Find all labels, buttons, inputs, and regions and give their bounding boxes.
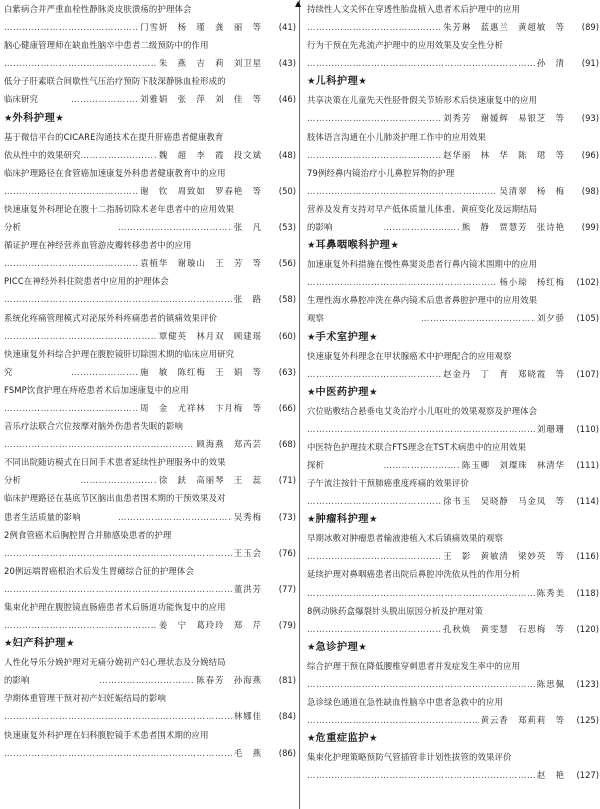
- leader-dots: [383, 456, 459, 474]
- article-authors: 陈思佩: [536, 678, 565, 689]
- star-icon: ★: [368, 733, 378, 745]
- leader-dots: [421, 309, 535, 327]
- section-heading-label: 儿科护理: [315, 76, 359, 88]
- toc-entry[interactable]: [307, 0, 599, 36]
- article-authors: 陈玉卿 刘璨珠 林清华: [461, 459, 565, 470]
- leader-dots: [4, 327, 157, 345]
- article-meta-line: [307, 218, 599, 236]
- article-title-tail[interactable]: 观察: [307, 313, 325, 324]
- section-heading-label: 急诊护理: [315, 641, 359, 653]
- article-authors: 吴清翠 杨 梅: [499, 185, 565, 196]
- leader-dots: [4, 54, 157, 72]
- article-authors: 孙 清: [536, 58, 565, 69]
- article-authors: 魏 超 李 霞 段文斌: [158, 149, 262, 160]
- article-authors: 杨小琼 杨红梅: [499, 277, 565, 288]
- article-authors: 门雪妍 杨 瑾 龚 丽 等: [140, 22, 262, 33]
- leader-dots: [307, 365, 441, 383]
- article-title[interactable]: 集束化护理在腹腔镜直肠癌患者术后肠道功能恢复中的应用: [4, 602, 226, 612]
- article-title[interactable]: 加速康复外科措施在慢性鼻窦炎患者行鼻内镜术围期中的应用: [307, 259, 538, 270]
- toc-entry[interactable]: [307, 693, 599, 729]
- section-heading: [307, 510, 599, 529]
- article-title[interactable]: 延续护理对鼻咽癌患者出院后鼻腔冲洗依从性的作用分析: [307, 569, 521, 580]
- article-authors: 林娜佳: [233, 711, 262, 722]
- article-authors: 赵华丽 林 华 陈 珺 等: [443, 149, 565, 160]
- article-meta-line: [307, 18, 599, 36]
- article-authors: 朱芳琳 蓝惠兰 黄超敏 等: [443, 22, 565, 33]
- article-authors: 朱 燕 吉 莉 刘卫星: [158, 58, 262, 69]
- article-meta-line: [307, 675, 599, 693]
- star-icon: ★: [390, 240, 399, 252]
- article-title[interactable]: 79例经鼻内镜治疗小儿鼻腔异物的护理: [307, 167, 455, 178]
- section-heading: [4, 109, 296, 128]
- toc-entry[interactable]: [4, 598, 296, 634]
- article-meta-line: [307, 420, 599, 438]
- article-meta-line: [307, 766, 599, 784]
- leader-dots: [307, 420, 535, 438]
- toc-column-right: [307, 0, 599, 784]
- toc-entry[interactable]: [4, 345, 296, 381]
- section-heading-label: 手术室护理: [315, 331, 369, 343]
- article-page-number[interactable]: (111): [576, 459, 599, 470]
- article-authors: 周 金 尤祥林 卞月梅 等: [140, 402, 262, 413]
- section-heading: [307, 638, 599, 657]
- article-title[interactable]: 系统化疼痛管理模式对泌尿外科疼痛患者的镇痛效果评价: [4, 312, 218, 323]
- article-title[interactable]: 生理性海水鼻腔冲洗在鼻内镜术后患者鼻腔护理中的应用效果: [307, 295, 538, 306]
- section-heading: [307, 236, 599, 255]
- leader-dots: [80, 146, 156, 164]
- section-heading: [307, 383, 599, 402]
- article-title[interactable]: 8例动脉药盒爆裂针头脱出原因分析及护理对策: [307, 605, 483, 616]
- article-title[interactable]: 脑心健康管理师在缺血性脑卒中患者二级预防中的作用: [4, 40, 209, 51]
- leader-dots: [4, 182, 138, 200]
- leader-dots: [383, 218, 459, 236]
- leader-dots: [307, 711, 479, 729]
- article-title[interactable]: 快速康复外科理论在腹十二指肠切除术老年患者中的应用效果: [4, 203, 235, 214]
- section-heading-label: 中医药护理: [315, 386, 369, 398]
- toc-entry[interactable]: [307, 91, 599, 127]
- article-title[interactable]: 营养及发育支持对早产低体质量儿体重、黄疸变化及远期结局: [307, 203, 538, 214]
- article-title[interactable]: FSMP饮食护理在痔疮患者术后加速康复中的应用: [4, 384, 189, 395]
- article-meta-line: [4, 744, 296, 762]
- toc-entry[interactable]: [307, 402, 599, 438]
- article-page-number[interactable]: (105): [576, 313, 599, 324]
- article-page-number[interactable]: (118): [576, 587, 599, 598]
- article-title[interactable]: 快速康复外科理念在甲状腺癌术中护理配合的应用观察: [307, 350, 512, 361]
- article-authors: 刘夕骄: [536, 313, 565, 324]
- article-meta-line: [4, 54, 296, 72]
- article-authors: 刘雅娟 张 萍 刘 佳 等: [140, 94, 262, 105]
- article-authors: 赵金丹 丁 育 郑晓霞 等: [443, 368, 565, 379]
- toc-entry[interactable]: [4, 453, 296, 489]
- article-authors: 张 路: [233, 294, 262, 305]
- leader-dots: [307, 273, 497, 291]
- article-title[interactable]: 行为干预在先兆流产护理中的应用效果及安全性分析: [307, 40, 504, 51]
- toc-entry[interactable]: [307, 529, 599, 565]
- toc-entry[interactable]: [307, 200, 599, 236]
- article-meta-line: [307, 547, 599, 565]
- leader-dots: [4, 399, 138, 417]
- toc-entry[interactable]: [307, 255, 599, 291]
- leader-dots: [307, 146, 441, 164]
- article-authors: 陈春芳 孙海燕: [196, 675, 262, 686]
- star-icon: ★: [307, 240, 316, 252]
- article-meta-line: [307, 711, 599, 729]
- toc-entry[interactable]: [4, 0, 296, 36]
- article-page-number[interactable]: (123): [576, 678, 599, 689]
- article-meta-line: [4, 508, 296, 526]
- star-icon: ★: [307, 641, 316, 653]
- article-page-number[interactable]: (50): [278, 185, 296, 196]
- article-meta-line: [4, 218, 296, 236]
- article-page-number[interactable]: (127): [576, 770, 599, 781]
- toc-entry[interactable]: [4, 489, 296, 525]
- toc-entry[interactable]: [4, 653, 296, 689]
- article-title[interactable]: 早期冰敷对肿瘤患者输液港植入术后镇痛效果的观察: [307, 533, 504, 544]
- article-meta-line: [4, 580, 296, 598]
- leader-dots: [4, 290, 232, 308]
- article-page-number[interactable]: (77): [278, 583, 296, 594]
- article-meta-line: [4, 616, 296, 634]
- article-meta-line: [307, 620, 599, 638]
- article-page-number[interactable]: (98): [581, 185, 599, 196]
- article-meta-line: [307, 309, 599, 327]
- toc-entry[interactable]: [4, 164, 296, 200]
- leader-dots: [118, 508, 232, 526]
- leader-dots: [307, 675, 535, 693]
- article-title[interactable]: 20例远端胃癌根治术后发生胃瘫综合征的护理体会: [4, 565, 194, 576]
- article-page-number[interactable]: (68): [278, 439, 296, 450]
- toc-entry[interactable]: [4, 272, 296, 308]
- toc-entry[interactable]: [307, 438, 599, 474]
- article-meta-line: [4, 399, 296, 417]
- star-icon: ★: [368, 331, 378, 343]
- article-page-number[interactable]: (79): [278, 620, 296, 631]
- article-title-tail[interactable]: 的影响: [4, 675, 30, 686]
- article-meta-line: [307, 456, 599, 474]
- article-authors: 覃健英 林月双 顾建瑶: [158, 330, 262, 341]
- leader-dots: [4, 254, 138, 272]
- article-meta-line: [4, 327, 296, 345]
- leader-dots: [307, 766, 535, 784]
- article-authors: 黄云香 郑莉莉 等: [480, 715, 565, 726]
- article-authors: 刘秀芳 谢媛辉 易银芝 等: [443, 113, 565, 124]
- toc-entry[interactable]: [307, 291, 599, 327]
- article-meta-line: [307, 584, 599, 602]
- leader-dots: [307, 547, 441, 565]
- leader-dots: [80, 471, 156, 489]
- article-page-number[interactable]: (48): [278, 149, 296, 160]
- leader-dots: [71, 363, 138, 381]
- article-title[interactable]: 肢体语言沟通在小儿肺炎护理工作中的应用效果: [307, 131, 487, 142]
- article-authors: 王 影 黄敏清 梁妙英 等: [443, 551, 565, 562]
- star-icon: ★: [307, 514, 316, 526]
- article-page-number[interactable]: (63): [278, 366, 296, 377]
- article-meta-line: [307, 492, 599, 510]
- article-page-number[interactable]: (110): [576, 423, 599, 434]
- article-meta-line: [4, 363, 296, 381]
- article-page-number[interactable]: (114): [576, 496, 599, 507]
- article-title[interactable]: 临床护理路径在基底节区脑出血患者围术期的干预效果及对: [4, 493, 226, 504]
- article-page-number[interactable]: (89): [581, 22, 599, 33]
- toc-entry[interactable]: [4, 128, 296, 164]
- article-page-number[interactable]: (73): [278, 511, 296, 522]
- article-meta-line: [307, 182, 599, 200]
- star-icon: ★: [307, 733, 316, 745]
- leader-dots: [307, 182, 497, 200]
- article-title[interactable]: 综合护理干预在降低腰椎穿刺患者并发症发生率中的应用: [307, 660, 521, 671]
- article-page-number[interactable]: (91): [581, 58, 599, 69]
- article-meta-line: [307, 109, 599, 127]
- leader-dots: [4, 18, 138, 36]
- toc-entry[interactable]: [4, 689, 296, 725]
- star-icon: ★: [4, 112, 13, 124]
- article-authors: 陈秀美: [536, 587, 565, 598]
- leader-dots: [307, 584, 535, 602]
- star-icon: ★: [368, 386, 378, 398]
- article-meta-line: [4, 471, 296, 489]
- article-title[interactable]: 不同出院随访模式在日间手术患者延续性护理服务中的效果: [4, 457, 226, 468]
- article-meta-line: [4, 290, 296, 308]
- toc-entry[interactable]: [307, 657, 599, 693]
- article-title[interactable]: 白紫病合并严重血栓性静脉炎皮肤溃疡的护理体会: [4, 4, 192, 14]
- article-title[interactable]: 快速康复外科综合护理在腹腔镜肝切除围术期的临床应用研究: [4, 348, 235, 359]
- article-title[interactable]: 基于微信平台的CICARE沟通技术在提升肝癌患者健康教育: [4, 131, 224, 142]
- article-title-tail[interactable]: 患者生活质量的影响: [4, 511, 81, 522]
- leader-dots: [99, 671, 194, 689]
- article-page-number[interactable]: (99): [581, 222, 599, 233]
- toc-entry[interactable]: [4, 417, 296, 453]
- article-title-tail[interactable]: 的影响: [307, 222, 333, 233]
- article-title[interactable]: 急诊绿色通道在急性缺血性脑卒中患者急救中的应用: [307, 697, 504, 707]
- article-authors: 徐 鈇 高丽琴 王 蕊: [158, 475, 262, 486]
- section-heading-label: 耳鼻咽喉科护理: [315, 240, 391, 252]
- leader-dots: [71, 90, 138, 108]
- toc-entry[interactable]: [307, 602, 599, 638]
- article-title[interactable]: 2例食管癌术后胸腔胃合并肺感染患者的护理: [4, 529, 172, 540]
- article-meta-line: [307, 54, 599, 72]
- leader-dots: [4, 616, 157, 634]
- toc-entry[interactable]: [4, 236, 296, 272]
- article-page-number[interactable]: (125): [576, 715, 599, 726]
- article-page-number[interactable]: (71): [278, 475, 296, 486]
- article-page-number[interactable]: (84): [278, 711, 296, 722]
- toc-entry[interactable]: [307, 748, 599, 784]
- toc-entry[interactable]: [4, 309, 296, 345]
- toc-entry[interactable]: [4, 381, 296, 417]
- section-heading-label: 危重症监护: [315, 733, 369, 745]
- article-meta-line: [4, 90, 296, 108]
- article-authors: 董洪芳: [233, 583, 262, 594]
- article-page-number[interactable]: (66): [278, 402, 296, 413]
- toc-entry[interactable]: [4, 200, 296, 236]
- article-title[interactable]: 循证护理在神经营养血管游皮瓣转移患者中的应用: [4, 240, 192, 251]
- section-heading-label: 肿瘤科护理: [315, 514, 369, 526]
- star-icon: ★: [307, 386, 316, 398]
- article-authors: 刘珊珊: [536, 423, 565, 434]
- article-meta-line: [4, 182, 296, 200]
- toc-entry[interactable]: [4, 36, 296, 72]
- section-heading: [307, 328, 599, 347]
- article-meta-line: [307, 146, 599, 164]
- column-divider-arrow-icon: ▲: [295, 0, 302, 8]
- toc-entry[interactable]: [307, 474, 599, 510]
- article-meta-line: [307, 273, 599, 291]
- article-page-number[interactable]: (102): [576, 277, 599, 288]
- article-page-number[interactable]: (46): [278, 94, 296, 105]
- article-title-tail[interactable]: 探析: [307, 459, 325, 470]
- column-divider: [299, 0, 300, 809]
- article-authors: 顾海燕 郑芮芸: [196, 439, 262, 450]
- star-icon: ★: [368, 514, 378, 526]
- star-icon: ★: [307, 76, 316, 88]
- article-page-number[interactable]: (116): [576, 551, 599, 562]
- article-meta-line: [4, 671, 296, 689]
- leader-dots: [118, 218, 232, 236]
- article-authors: 毛 燕: [233, 747, 262, 758]
- star-icon: ★: [307, 331, 316, 343]
- article-page-number[interactable]: (58): [278, 294, 296, 305]
- article-title[interactable]: 集束化护理策略预防气管插管非计划性拔管的效果评价: [307, 752, 512, 763]
- article-title[interactable]: 孕期体重管理干预对初产妇妊娠结局的影响: [4, 693, 166, 704]
- section-heading: [4, 634, 296, 653]
- section-heading: [307, 72, 599, 91]
- article-page-number[interactable]: (81): [278, 675, 296, 686]
- star-icon: ★: [65, 638, 75, 650]
- article-title[interactable]: 低分子肝素联合间歇性气压治疗预防下肢深静脉血栓形成的: [4, 76, 226, 87]
- article-page-number[interactable]: (76): [278, 547, 296, 558]
- article-page-number[interactable]: (43): [278, 58, 296, 69]
- article-meta-line: [4, 707, 296, 725]
- article-page-number[interactable]: (96): [581, 149, 599, 160]
- article-meta-line: [4, 18, 296, 36]
- leader-dots: [4, 580, 232, 598]
- leader-dots: [4, 544, 232, 562]
- star-icon: ★: [358, 641, 367, 653]
- leader-dots: [307, 18, 441, 36]
- article-page-number[interactable]: (53): [278, 222, 296, 233]
- leader-dots: [4, 707, 232, 725]
- article-meta-line: [4, 435, 296, 453]
- toc-entry[interactable]: [4, 726, 296, 762]
- article-page-number[interactable]: (56): [278, 258, 296, 269]
- article-page-number[interactable]: (93): [581, 113, 599, 124]
- leader-dots: [307, 492, 441, 510]
- article-title[interactable]: 子午流注按针干预肺癌重度疼痛的效果评价: [307, 478, 469, 489]
- article-authors: 熊 静 贾慧芳 张诗艳: [461, 222, 565, 233]
- toc-entry[interactable]: [307, 36, 599, 72]
- toc-entry[interactable]: [4, 562, 296, 598]
- article-page-number[interactable]: (107): [576, 368, 599, 379]
- leader-dots: [307, 109, 441, 127]
- article-title[interactable]: 穴位贴敷结合悬垂电艾灸治疗小儿呕吐的效果观察及护理体会: [307, 405, 538, 416]
- article-meta-line: [4, 254, 296, 272]
- article-authors: 吴秀梅: [233, 511, 262, 522]
- article-title[interactable]: 人性化导乐分娩护理对无痛分娩初产妇心理状态及分娩结局: [4, 657, 226, 668]
- article-title[interactable]: 共享决策在儿童先天性胫骨假关节矫形术后快速康复中的应用: [307, 95, 538, 106]
- article-authors: 赵 艳: [536, 770, 565, 781]
- article-page-number[interactable]: (41): [278, 22, 296, 33]
- toc-entry[interactable]: [4, 526, 296, 562]
- leader-dots: [307, 620, 441, 638]
- article-meta-line: [4, 146, 296, 164]
- article-authors: 袁植华 谢璇山 王 芳 等: [140, 258, 262, 269]
- star-icon: ★: [4, 638, 13, 650]
- article-page-number[interactable]: (86): [278, 747, 296, 758]
- article-title[interactable]: PICC在神经外科住院患者中应用的护理体会: [4, 276, 169, 287]
- section-heading-label: 外科护理: [12, 112, 56, 124]
- section-heading-label: 妇产科护理: [12, 638, 66, 650]
- article-page-number[interactable]: (60): [278, 330, 296, 341]
- article-authors: 孔秋焕 黄雯慧 石思梅 等: [443, 623, 565, 634]
- article-title[interactable]: 持续性人文关怀在穿透性胎盘植入患者术后护理中的应用: [307, 4, 521, 14]
- article-authors: 谢 钦 周致如 罗春艳 等: [140, 185, 262, 196]
- article-authors: 张 凡: [233, 222, 262, 233]
- toc-entry[interactable]: [307, 565, 599, 601]
- article-authors: 徐书玉 吴晓静 马金凤 等: [443, 496, 565, 507]
- article-title-tail[interactable]: 究: [4, 366, 13, 377]
- star-icon: ★: [55, 112, 64, 124]
- article-title[interactable]: 临床护理路径在食管癌加速康复外科患者健康教育中的应用: [4, 167, 226, 178]
- article-meta-line: [307, 365, 599, 383]
- toc-entry[interactable]: [307, 164, 599, 200]
- article-title[interactable]: 快速康复外科护理在妇科腹腔镜手术患者围术期的应用: [4, 729, 209, 740]
- article-title-tail[interactable]: 临床研究: [4, 94, 39, 105]
- article-meta-line: [4, 544, 296, 562]
- article-authors: 施 敏 陈红梅 王 娟 等: [140, 366, 262, 377]
- leader-dots: [307, 54, 535, 72]
- leader-dots: [4, 744, 232, 762]
- article-authors: 王玉会: [233, 547, 262, 558]
- article-page-number[interactable]: (120): [576, 623, 599, 634]
- article-title-tail[interactable]: 分析: [4, 475, 22, 486]
- article-title[interactable]: 音乐疗法联合穴位按摩对脑外伤患者失眠的影响: [4, 421, 184, 432]
- leader-dots: [4, 435, 194, 453]
- section-heading: [307, 729, 599, 748]
- article-title[interactable]: 中医特色护理技术联合FTS理念在TST术病患中的应用效果: [307, 441, 527, 452]
- toc-entry[interactable]: [307, 128, 599, 164]
- star-icon: ★: [358, 76, 367, 88]
- toc-entry[interactable]: [4, 72, 296, 108]
- article-title-tail[interactable]: 依从性中的效果研究: [4, 149, 81, 160]
- toc-column-left: [4, 0, 296, 762]
- article-title-tail[interactable]: 分析: [4, 222, 22, 233]
- article-authors: 姜 宁 葛玲玲 郑 芹: [158, 620, 262, 631]
- toc-entry[interactable]: [307, 347, 599, 383]
